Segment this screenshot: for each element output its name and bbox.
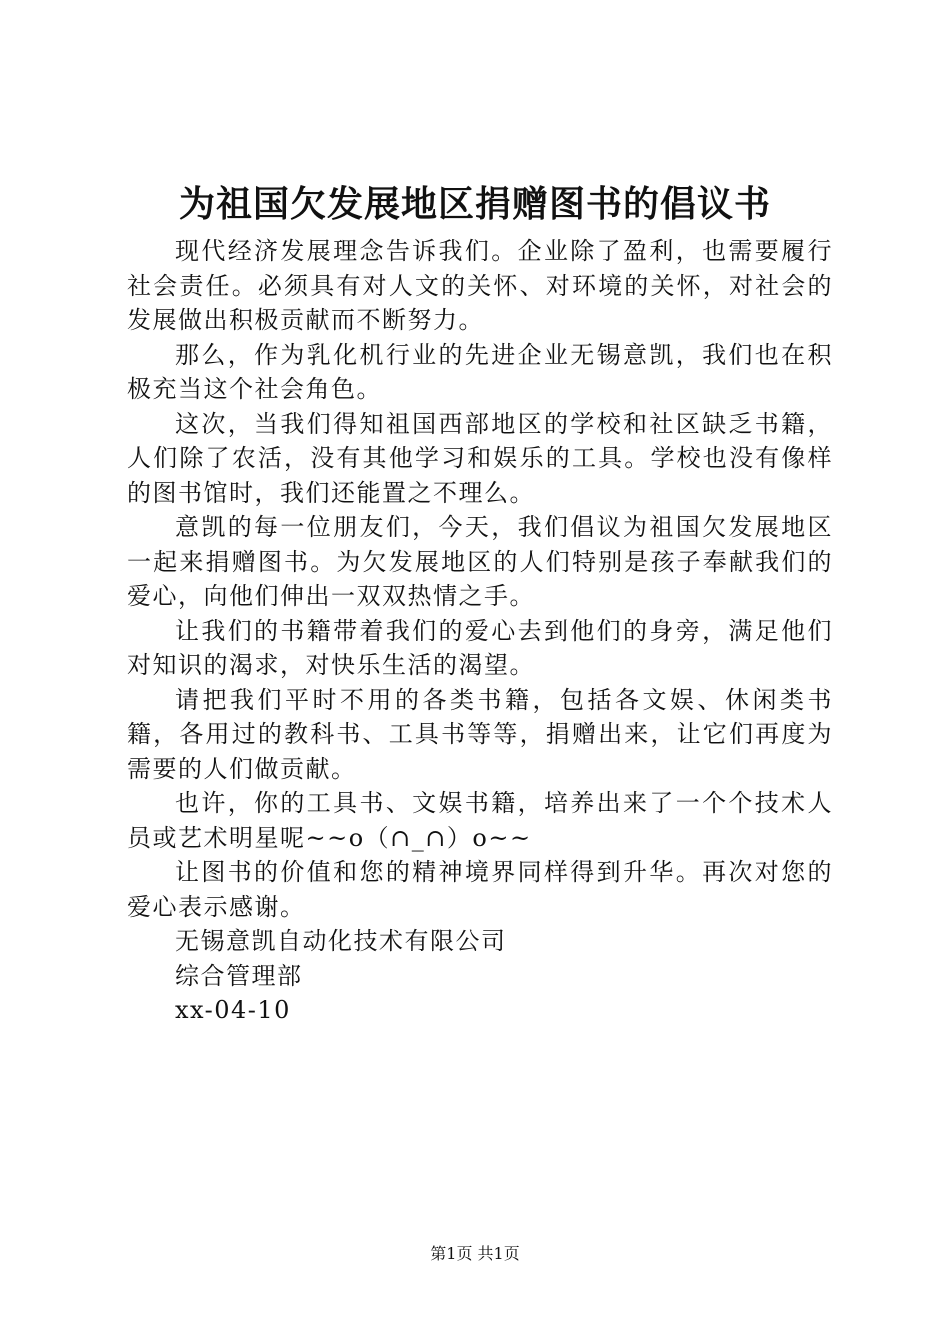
- paragraph: 请把我们平时不用的各类书籍，包括各文娱、休闲类书籍，各用过的教科书、工具书等等，捐赠出来，让它们再度为需要的人们做贡献。: [127, 685, 833, 783]
- signature-department: 综合管理部: [175, 961, 303, 990]
- paragraph: 让我们的书籍带着我们的爱心去到他们的身旁，满足他们对知识的渴求，对快乐生活的渴望。: [127, 616, 833, 679]
- paragraph: 那么，作为乳化机行业的先进企业无锡意凯，我们也在积极充当这个社会角色。: [127, 340, 833, 403]
- document-title: 为祖国欠发展地区捐赠图书的倡议书: [178, 183, 771, 225]
- paragraph: 这次，当我们得知祖国西部地区的学校和社区缺乏书籍，人们除了农活，没有其他学习和娱乐的工具。学校也没有像样的图书馆时，我们还能置之不理么。: [127, 409, 833, 507]
- signature-date: xx-04-10: [175, 996, 291, 1024]
- paragraph: 让图书的价值和您的精神境界同样得到升华。再次对您的爱心表示感谢。: [127, 858, 833, 921]
- paragraph: 意凯的每一位朋友们，今天，我们倡议为祖国欠发展地区一起来捐赠图书。为欠发展地区的人们特别是孩子奉献我们的爱心，向他们伸出一双双热情之手。: [127, 513, 833, 610]
- paragraph: 现代经济发展理念告诉我们。企业除了盈利，也需要履行社会责任。必须具有对人文的关怀、对环境的关怀，对社会的发展做出积极贡献而不断努力。: [127, 237, 833, 334]
- signature-company: 无锡意凯自动化技术有限公司: [175, 927, 507, 955]
- page-footer: 第1页 共1页: [430, 1244, 520, 1263]
- document-body: [127, 234, 833, 1028]
- paragraph: 也许，你的工具书、文娱书籍，培养出来了一个个技术人员或艺术明星呢~~o（∩_∩）o~~: [127, 789, 833, 852]
